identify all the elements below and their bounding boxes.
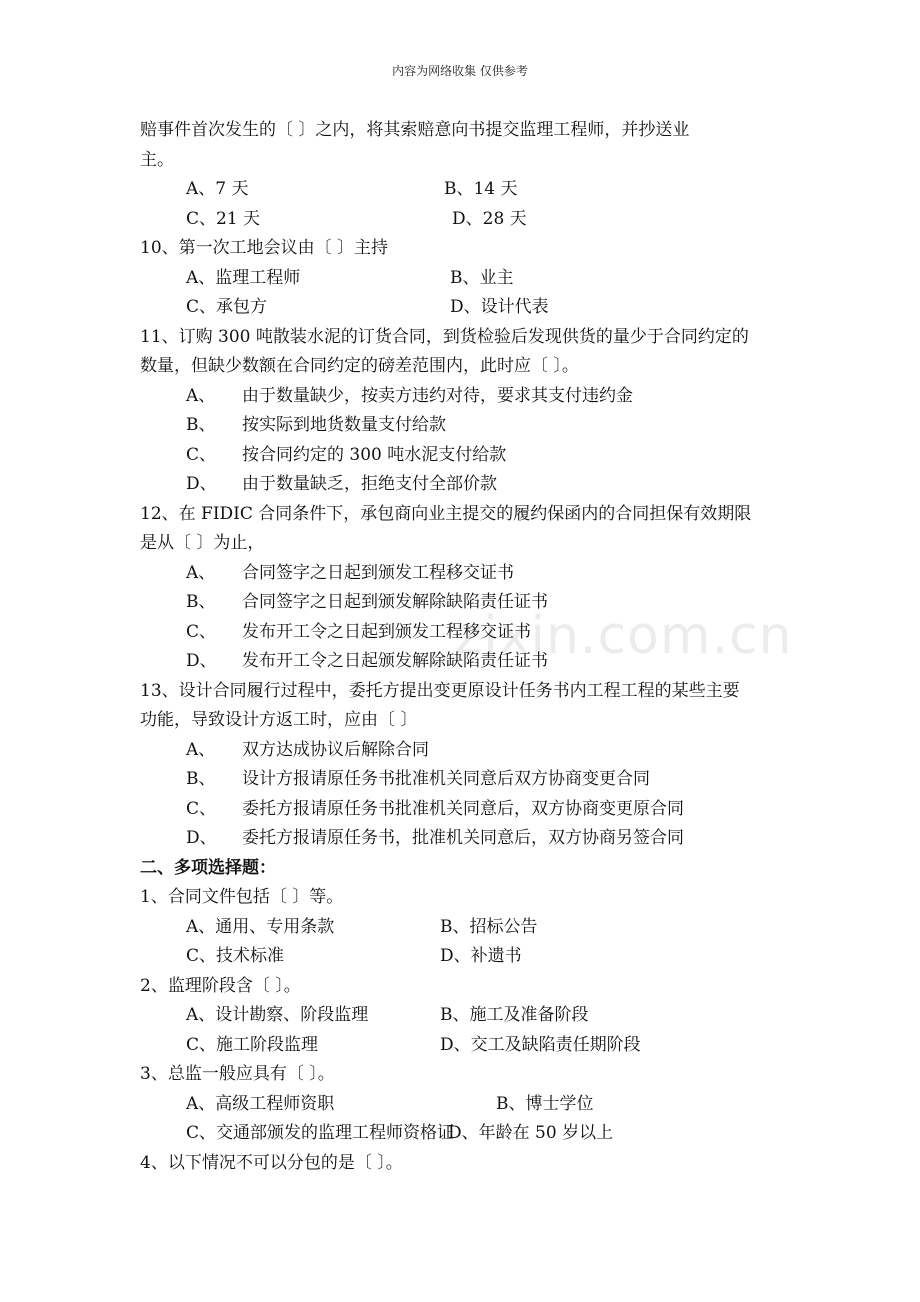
option-row bbox=[140, 913, 790, 943]
question-text-line: 11、订购 300 吨散装水泥的订货合同，到货检验后发现供货的量少于合同约定的 bbox=[140, 326, 749, 347]
option-row bbox=[140, 588, 790, 618]
question-text-line: 1、合同文件包括〔 〕等。 bbox=[140, 887, 344, 907]
option-label: C、 bbox=[186, 621, 217, 642]
option-text: 委托方报请原任务书批准机关同意后，双方协商变更原合同 bbox=[242, 798, 684, 819]
option-right: D、年龄在 50 岁以上 bbox=[448, 1123, 614, 1143]
option-row bbox=[140, 411, 790, 441]
option-label: A、 bbox=[186, 562, 216, 583]
option-right: D、28 天 bbox=[452, 208, 527, 229]
question-text-line: 数量，但缺少数额在合同约定的磅差范围内，此时应〔 〕。 bbox=[140, 356, 579, 376]
question-text-line: 4、以下情况不可以分包的是〔 〕。 bbox=[140, 1152, 403, 1173]
option-label: D、 bbox=[186, 651, 217, 671]
option-right: D、设计代表 bbox=[450, 297, 549, 317]
option-text: 合同签字之日起到颁发解除缺陷责任证书 bbox=[242, 592, 548, 612]
option-label: B、 bbox=[186, 769, 216, 789]
option-left: A、高级工程师资职 bbox=[186, 1093, 335, 1114]
section-heading: 二、多项选择题： bbox=[140, 857, 276, 878]
option-right: B、14 天 bbox=[444, 179, 518, 199]
option-text: 设计方报请原任务书批准机关同意后双方协商变更合同 bbox=[242, 769, 650, 789]
option-row bbox=[140, 470, 790, 500]
option-row bbox=[140, 205, 790, 235]
option-right: B、招标公告 bbox=[440, 916, 538, 937]
option-label: C、 bbox=[186, 798, 217, 819]
option-right: B、业主 bbox=[450, 267, 514, 288]
option-row bbox=[140, 175, 790, 205]
option-left: A、监理工程师 bbox=[186, 267, 301, 288]
option-row bbox=[140, 1031, 790, 1061]
option-label: B、 bbox=[186, 592, 216, 612]
option-row bbox=[140, 264, 790, 294]
question-text-line: 赔事件首次发生的〔 〕之内，将其索赔意向书提交监理工程师，并抄送业 bbox=[140, 120, 690, 140]
option-left: C、承包方 bbox=[186, 297, 268, 317]
option-left: C、技术标准 bbox=[186, 946, 285, 966]
option-left: C、施工阶段监理 bbox=[186, 1034, 319, 1055]
option-row bbox=[140, 1001, 790, 1031]
page-header: 内容为网络收集 仅供参考 bbox=[392, 64, 528, 78]
option-label: A、 bbox=[186, 385, 216, 406]
option-row bbox=[140, 647, 790, 677]
option-text: 合同签字之日起到颁发工程移交证书 bbox=[242, 562, 514, 583]
option-row bbox=[140, 942, 790, 972]
question-text-line: 12、在 FIDIC 合同条件下，承包商向业主提交的履约保函内的合同担保有效期限 bbox=[140, 503, 752, 524]
option-row bbox=[140, 441, 790, 471]
question-text-line: 2、监理阶段含〔 〕。 bbox=[140, 975, 301, 996]
option-row bbox=[140, 1119, 790, 1149]
option-text: 按实际到地货数量支付给款 bbox=[242, 415, 446, 435]
option-left: A、通用、专用条款 bbox=[186, 916, 335, 937]
option-left: A、7 天 bbox=[186, 179, 249, 199]
option-label: B、 bbox=[186, 415, 216, 435]
option-text: 发布开工令之日起颁发解除缺陷责任证书 bbox=[242, 651, 548, 671]
option-row bbox=[140, 795, 790, 825]
option-text: 双方达成协议后解除合同 bbox=[242, 739, 429, 760]
option-right: B、博士学位 bbox=[496, 1093, 594, 1114]
option-text: 按合同约定的 300 吨水泥支付给款 bbox=[242, 444, 507, 465]
option-label: A、 bbox=[186, 739, 216, 760]
option-row bbox=[140, 559, 790, 589]
option-right: D、交工及缺陷责任期阶段 bbox=[440, 1034, 641, 1055]
option-row bbox=[140, 824, 790, 854]
option-left: C、交通部颁发的监理工程师资格证 bbox=[186, 1123, 455, 1143]
question-text-line: 13、设计合同履行过程中，委托方提出变更原设计任务书内工程工程的某些主要 bbox=[140, 680, 740, 701]
question-text-line: 主。 bbox=[140, 149, 174, 170]
option-left: C、21 天 bbox=[186, 208, 261, 229]
document-body bbox=[140, 116, 790, 1178]
option-row bbox=[140, 1090, 790, 1120]
option-row bbox=[140, 382, 790, 412]
option-left: A、设计勘察、阶段监理 bbox=[186, 1005, 369, 1025]
option-label: C、 bbox=[186, 444, 217, 465]
watermark: zixin.com.cn bbox=[455, 606, 793, 666]
option-label: D、 bbox=[186, 828, 217, 848]
option-row bbox=[140, 618, 790, 648]
option-text: 发布开工令之日起到颁发工程移交证书 bbox=[242, 621, 531, 642]
option-text: 委托方报请原任务书，批准机关同意后，双方协商另签合同 bbox=[242, 828, 684, 848]
option-row bbox=[140, 293, 790, 323]
question-text-line: 10、第一次工地会议由〔 〕主持 bbox=[140, 238, 389, 258]
option-right: D、补遗书 bbox=[440, 946, 522, 966]
option-row bbox=[140, 765, 790, 795]
option-text: 由于数量缺乏，拒绝支付全部价款 bbox=[242, 474, 497, 494]
option-row bbox=[140, 736, 790, 766]
option-text: 由于数量缺少，按卖方违约对待，要求其支付违约金 bbox=[242, 385, 633, 406]
question-text-line: 3、总监一般应具有〔 〕。 bbox=[140, 1064, 335, 1084]
question-text-line: 是从〔 〕为止， bbox=[140, 533, 265, 553]
option-label: D、 bbox=[186, 474, 217, 494]
question-text-line: 功能，导致设计方返工时，应由〔 〕 bbox=[140, 710, 418, 730]
option-right: B、施工及准备阶段 bbox=[440, 1005, 589, 1025]
